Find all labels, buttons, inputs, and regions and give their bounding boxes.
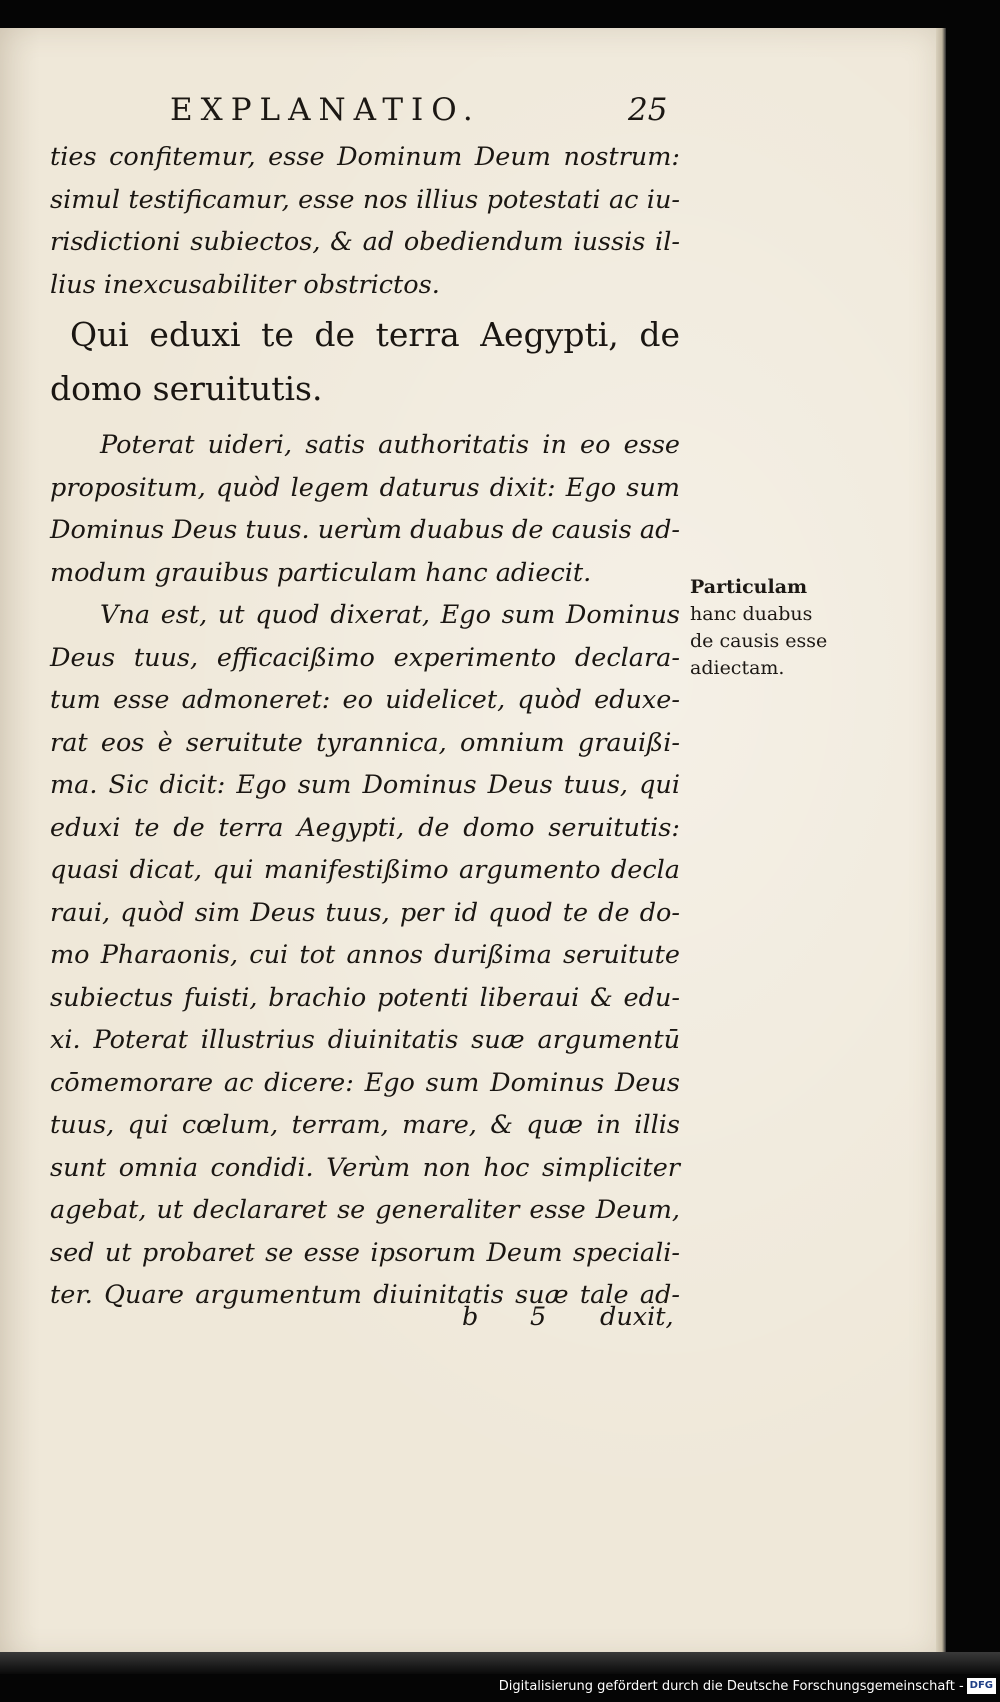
running-title: EXPLANATIO. (170, 92, 481, 128)
text-line: sunt omnia condidi. Verùm non hoc simpliciter (50, 1152, 680, 1183)
marginal-note-line: adiectam. (690, 657, 785, 679)
text-line: agebat, ut declararet se generaliter esse Deum, (50, 1195, 680, 1225)
dfg-logo-icon: DFG (967, 1678, 996, 1694)
text-line: ties confitemur, esse Dominum Deum nostrum: (50, 142, 680, 172)
text-line: rat eos è seruitute tyrannica, omnium grauißi- (50, 727, 680, 758)
page-header (170, 92, 690, 132)
scanner-bottom-band (0, 1652, 1000, 1674)
text-line: Poterat uideri, satis authoritatis in eo esse (100, 430, 680, 460)
continuation-paragraph (50, 136, 680, 306)
heading-line: Qui eduxi te de terra Aegypti, de (70, 315, 680, 354)
text-line: tuus, qui cœlum, terram, mare, & quæ in illis (50, 1110, 680, 1140)
scripture-heading (50, 308, 680, 416)
text-line: tum esse admoneret: eo uidelicet, quòd eduxe- (50, 685, 680, 715)
text-line: modum grauibus particulam hanc adiecit. (50, 557, 592, 588)
text-line: subiectus fuisti, brachio potenti liberaui & edu- (50, 982, 680, 1013)
page-edge (936, 28, 946, 1658)
digitization-credit (499, 1676, 996, 1698)
text-line: Deus tuus, efficacißimo experimento declara- (50, 642, 680, 673)
text-line: Dominus Deus tuus. uerùm duabus de causis ad- (50, 515, 681, 545)
marginal-note-line: de causis esse (690, 630, 828, 652)
credit-text: Digitalisierung gefördert durch die Deutsche Forschungsgemeinschaft - (498, 1679, 964, 1694)
text-line: simul testificamur, esse nos illius potestati ac iu- (50, 184, 680, 215)
text-line: lius inexcusabiliter obstrictos. (50, 269, 440, 300)
main-text (50, 136, 680, 1317)
text-line: xi. Poterat illustrius diuinitatis suæ argumentū (50, 1025, 680, 1055)
text-line: mo Pharaonis, cui tot annos durißima seruitute (50, 940, 680, 970)
page-number: 25 (628, 92, 668, 128)
text-line: Vna est, ut quod dixerat, Ego sum Dominus (100, 600, 680, 630)
text-line: ma. Sic dicit: Ego sum Dominus Deus tuus, qui (50, 770, 680, 800)
paragraph-1 (50, 424, 680, 594)
text-line: raui, quòd sim Deus tuus, per id quod te de do- (50, 897, 680, 928)
text-line: quasi dicat, qui manifestißimo argumento decla (50, 855, 680, 885)
marginal-note-line: hanc duabus (690, 603, 813, 625)
signature-mark: b (462, 1302, 479, 1332)
text-line: propositum, quòd legem daturus dixit: Ego sum (50, 472, 680, 503)
text-line: cōmemorare ac dicere: Ego sum Dominus Deus (50, 1067, 680, 1098)
signature-number: 5 (530, 1302, 547, 1332)
text-line: eduxi te de terra Aegypti, de domo seruitutis: (50, 812, 680, 843)
catchword: duxit, (600, 1302, 674, 1332)
text-line: risdictioni subiectos, & ad obediendum iussis il- (50, 227, 680, 257)
text-line: ter. Quare argumentum diuinitatis suæ tale ad- (50, 1280, 680, 1310)
text-line: sed ut probaret se esse ipsorum Deum speciali- (50, 1237, 680, 1268)
heading-line: domo seruitutis. (50, 369, 323, 408)
marginal-note-line: Particulam (690, 576, 808, 598)
marginal-note (690, 574, 840, 682)
paragraph-2 (50, 594, 680, 1317)
